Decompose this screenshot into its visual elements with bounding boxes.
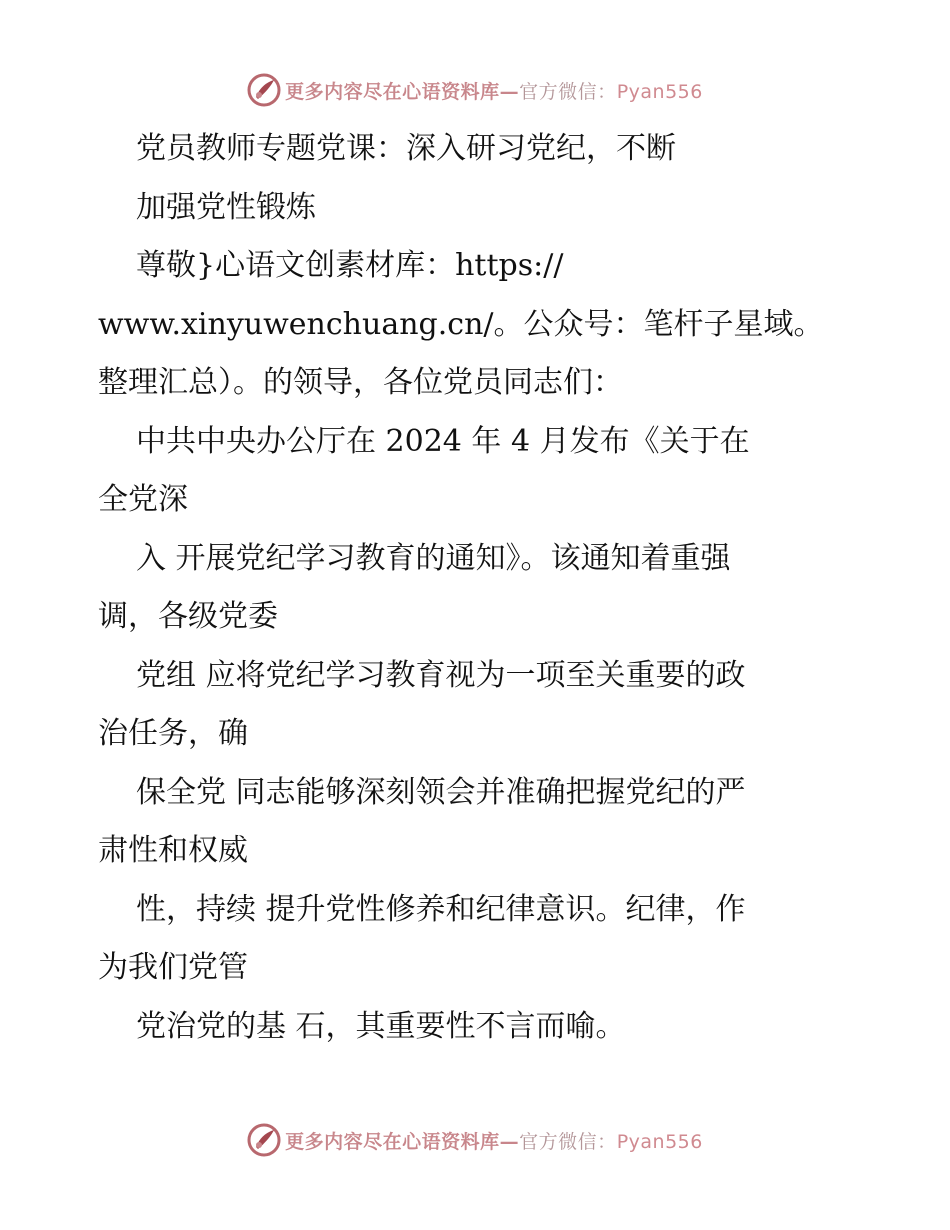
document-line: 入 开展党纪学习教育的通知》。该通知着重强 [136,540,731,576]
document-line: 治任务，确 [98,716,248,751]
banner-dash: — [499,1130,520,1153]
document-line: 中共中央办公厅在 2024 年 4 月发布《关于在 [136,423,750,459]
footer-banner [0,1120,950,1160]
banner-wechat-label: 官方微信： [519,80,617,103]
document-line: 为我们党管 [98,950,248,985]
document-line: 保全党 同志能够深刻领会并准确把握党纪的严 [136,774,746,810]
banner-wechat-id: Pyan556 [616,1130,703,1153]
document-body [98,120,838,1056]
document-line: 党组 应将党纪学习教育视为一项至关重要的政 [136,657,746,693]
document-line: 整理汇总）。的领导，各位党员同志们： [98,365,623,400]
document-line: 性，持续 提升党性修养和纪律意识。纪律，作 [136,891,746,927]
ink-brush-logo-icon [247,73,281,107]
document-line: 党员教师专题党课：深入研习党纪，不断 [136,131,676,166]
document-line: 加强党性锻炼 [136,189,316,225]
document-line: 党治党的基 石，其重要性不言而喻。 [136,1008,626,1044]
banner-wechat-id: Pyan556 [616,80,703,103]
banner-dash: — [499,80,520,103]
banner-wechat-label: 官方微信： [519,1130,617,1153]
document-line: 全党深 [98,482,188,517]
banner-slogan: 更多内容尽在心语资料库 [285,1130,500,1153]
document-line: 肃性和权威 [98,833,248,868]
document-line: 尊敬}心语文创素材库：https:// [136,248,564,283]
banner-slogan: 更多内容尽在心语资料库 [285,80,500,103]
document-line: www.xinyuwenchuang.cn/。公众号：笔杆子星域。 [98,306,824,342]
document-line: 调，各级党委 [98,599,278,634]
ink-brush-logo-icon [247,1123,281,1157]
header-banner [0,70,950,110]
